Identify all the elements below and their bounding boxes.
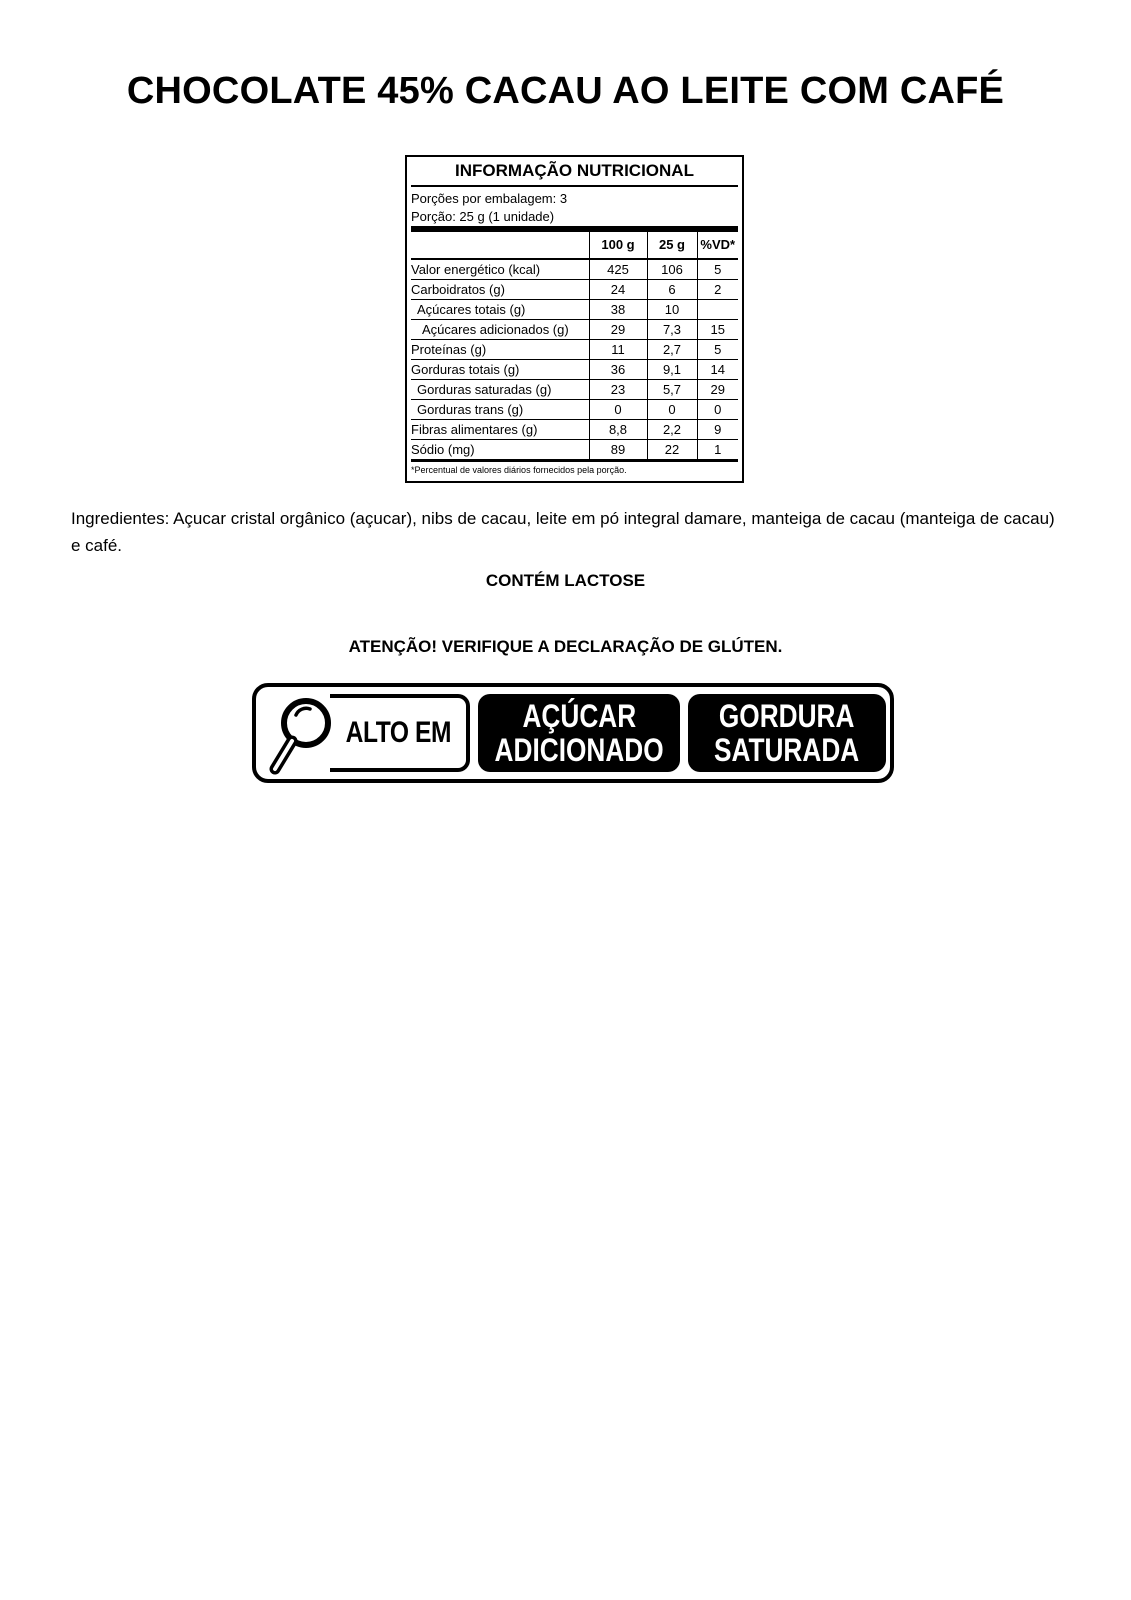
nutrition-footnote: *Percentual de valores diários fornecidos pela porção. (411, 465, 627, 475)
nutrition-heading: INFORMAÇÃO NUTRICIONAL (411, 157, 738, 187)
nutrient-percent-dv: 9 (697, 420, 738, 440)
nutrient-percent-dv: 15 (697, 320, 738, 340)
servings-per-package: Porções por embalagem: 3 (411, 191, 568, 206)
nutrient-label: Gorduras saturadas (g) (411, 380, 589, 400)
nutrient-per-100g: 425 (589, 259, 647, 280)
ingredients-text: Ingredientes: Açucar cristal orgânico (açucar), nibs de cacau, leite em pó integral damare, manteiga de cacau (manteiga de cacau) e café. (71, 509, 1055, 555)
nutrient-per-100g: 23 (589, 380, 647, 400)
nutrient-per-serving: 22 (647, 440, 697, 461)
seal-item-line2: ADICIONADO (494, 732, 664, 768)
nutrient-per-serving: 106 (647, 259, 697, 280)
nutrient-row (411, 400, 738, 420)
nutrient-row (411, 300, 738, 320)
seal-item-line2: SATURADA (714, 732, 860, 768)
nutrient-per-100g: 8,8 (589, 420, 647, 440)
serving-size: Porção: 25 g (1 unidade) (411, 209, 555, 224)
nutrient-row (411, 280, 738, 300)
nutrient-percent-dv: 5 (697, 259, 738, 280)
seal-item-line1: AÇÚCAR (522, 698, 636, 734)
nutrient-percent-dv: 1 (697, 440, 738, 461)
nutrient-label: Gorduras trans (g) (411, 400, 589, 420)
nutrient-label: Açúcares adicionados (g) (411, 320, 589, 340)
nutrient-per-100g: 29 (589, 320, 647, 340)
nutrition-facts-table (405, 155, 744, 483)
header-percent-dv: %VD* (697, 232, 738, 259)
nutrient-row (411, 440, 738, 461)
front-warning-seal (252, 683, 894, 783)
nutrient-header-row (411, 232, 738, 259)
header-per-100g: 100 g (589, 232, 647, 259)
product-title: CHOCOLATE 45% CACAU AO LEITE COM CAFÉ (126, 70, 1005, 112)
nutrient-per-serving: 0 (647, 400, 697, 420)
nutrient-percent-dv: 0 (697, 400, 738, 420)
header-per-serving: 25 g (647, 232, 697, 259)
nutrient-label: Carboidratos (g) (411, 280, 589, 300)
nutrient-per-serving: 5,7 (647, 380, 697, 400)
nutrient-row (411, 320, 738, 340)
nutrient-row (411, 340, 738, 360)
nutrient-label: Valor energético (kcal) (411, 259, 589, 280)
nutrient-label: Sódio (mg) (411, 440, 589, 461)
seal-saturated-fat (688, 694, 886, 772)
nutrient-per-serving: 6 (647, 280, 697, 300)
nutrient-label: Fibras alimentares (g) (411, 420, 589, 440)
nutrient-label: Gorduras totais (g) (411, 360, 589, 380)
nutrient-per-serving: 9,1 (647, 360, 697, 380)
seal-prefix (330, 694, 470, 772)
allergen-warning: CONTÉM LACTOSE (485, 571, 646, 590)
nutrient-per-100g: 0 (589, 400, 647, 420)
nutrient-percent-dv: 29 (697, 380, 738, 400)
seal-added-sugar (478, 694, 680, 772)
nutrient-per-100g: 24 (589, 280, 647, 300)
nutrient-per-100g: 38 (589, 300, 647, 320)
seal-prefix-text: ALTO EM (345, 716, 451, 749)
nutrient-percent-dv: 2 (697, 280, 738, 300)
nutrient-per-serving: 2,7 (647, 340, 697, 360)
seal-item-line1: GORDURA (719, 698, 855, 734)
nutrient-label: Proteínas (g) (411, 340, 589, 360)
nutrient-per-100g: 89 (589, 440, 647, 461)
magnifying-glass-icon (266, 693, 336, 777)
nutrient-row (411, 259, 738, 280)
nutrient-label: Açúcares totais (g) (411, 300, 589, 320)
nutrient-per-serving: 7,3 (647, 320, 697, 340)
gluten-warning: ATENÇÃO! VERIFIQUE A DECLARAÇÃO DE GLÚTEN. (348, 637, 783, 656)
nutrient-percent-dv (697, 300, 738, 320)
nutrient-table (411, 232, 738, 462)
serving-info (411, 187, 738, 225)
nutrient-per-100g: 11 (589, 340, 647, 360)
nutrient-per-100g: 36 (589, 360, 647, 380)
nutrient-row (411, 380, 738, 400)
nutrient-per-serving: 10 (647, 300, 697, 320)
nutrient-per-serving: 2,2 (647, 420, 697, 440)
nutrient-row (411, 420, 738, 440)
nutrient-percent-dv: 5 (697, 340, 738, 360)
nutrient-row (411, 360, 738, 380)
nutrient-percent-dv: 14 (697, 360, 738, 380)
header-blank (411, 232, 589, 259)
